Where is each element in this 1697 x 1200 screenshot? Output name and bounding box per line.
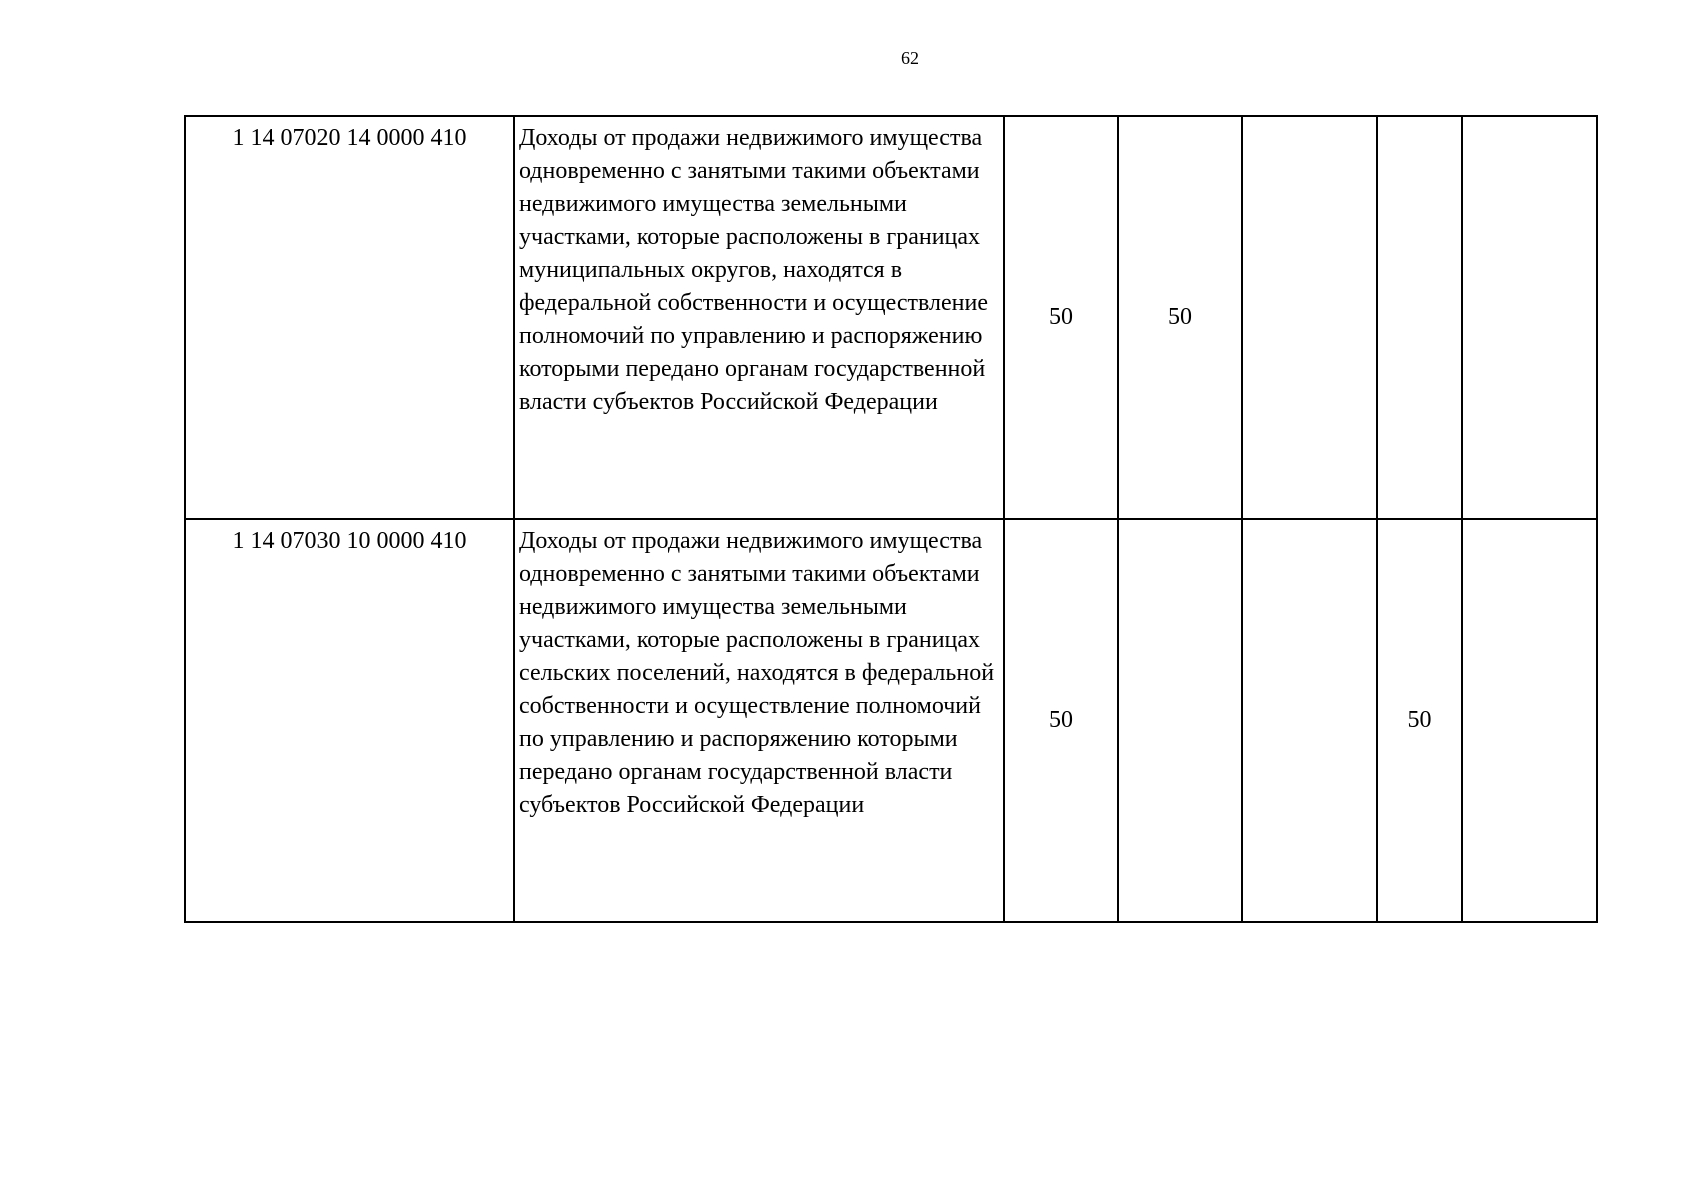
page-number: 62 xyxy=(901,48,919,68)
table-row xyxy=(185,519,1597,922)
value-cell xyxy=(1118,519,1242,922)
value-cell xyxy=(1242,116,1377,519)
value-cell xyxy=(1462,116,1597,519)
value-cell: 50 xyxy=(1118,116,1242,519)
budget-classification-code: 1 14 07030 10 0000 410 xyxy=(185,519,514,922)
value-cell: 50 xyxy=(1004,116,1118,519)
value-cell xyxy=(1377,116,1462,519)
value-cell xyxy=(1462,519,1597,922)
value-cell xyxy=(1242,519,1377,922)
table-row xyxy=(185,116,1597,519)
value-cell: 50 xyxy=(1004,519,1118,922)
revenue-description: Доходы от продажи недвижимого имущества одновременно с занятыми такими объектами недвижимого имущества земельными участками, которые расположены в границах муниципальных округов, находятся в федеральной собственности и осуществление полномочий по управлению и распоряжению которыми передано органам государственной власти субъектов Российской Федерации xyxy=(514,116,1004,519)
revenue-description: Доходы от продажи недвижимого имущества одновременно с занятыми такими объектами недвижимого имущества земельными участками, которые расположены в границах сельских поселений, находятся в федеральной собственности и осуществление полномочий по управлению и распоряжению которыми передано органам государственной власти субъектов Российской Федерации xyxy=(514,519,1004,922)
revenue-distribution-table xyxy=(184,115,1598,923)
budget-classification-code: 1 14 07020 14 0000 410 xyxy=(185,116,514,519)
value-cell: 50 xyxy=(1377,519,1462,922)
